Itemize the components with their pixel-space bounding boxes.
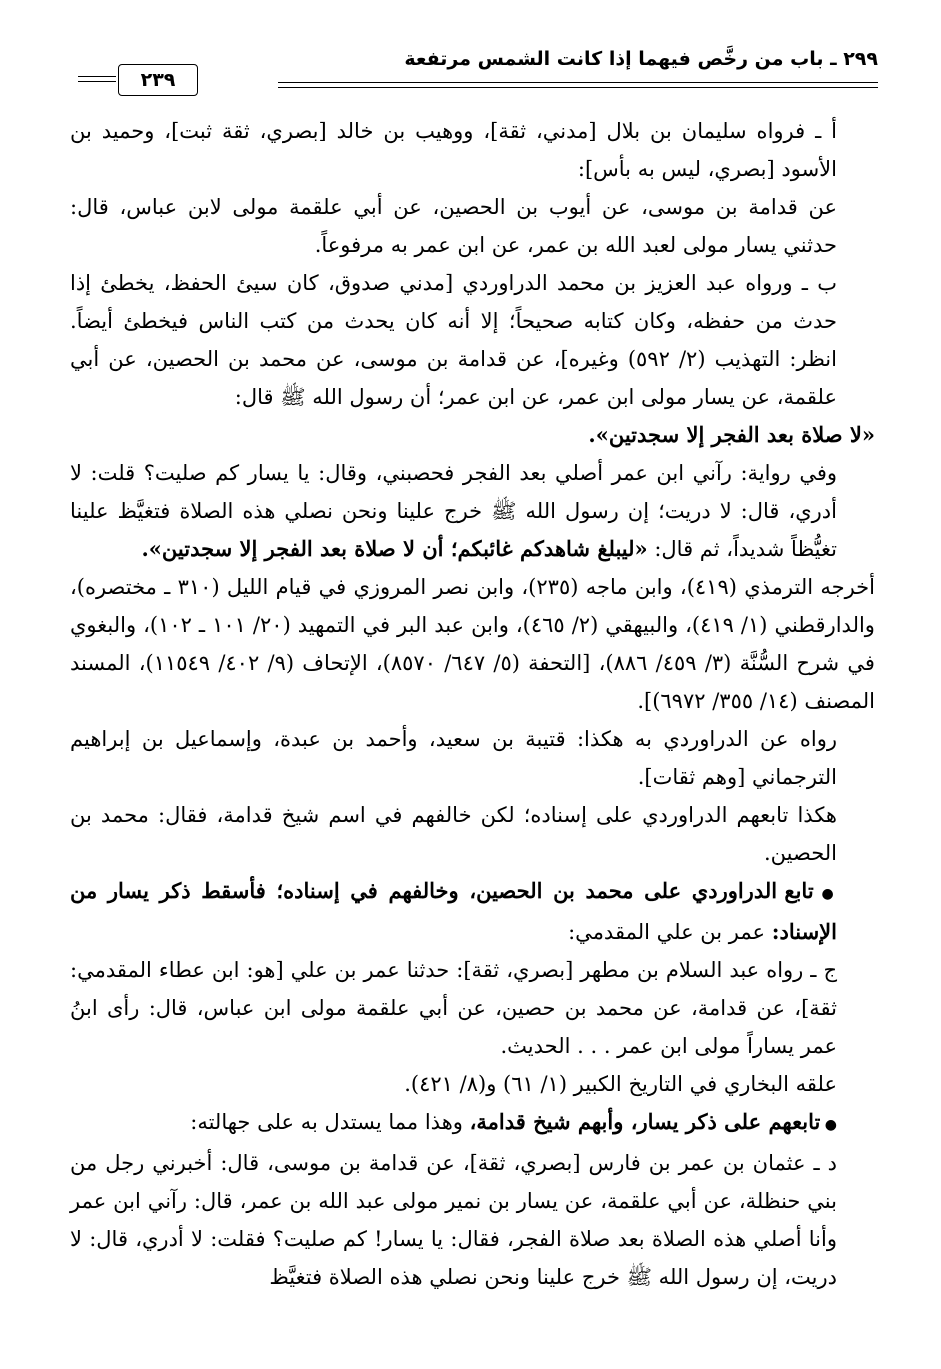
- paragraph: أ ـ فرواه سليمان بن بلال [مدني، ثقة]، ووهيب بن خالد [بصري، ثقة ثبت]، وحميد بن الأسود [بصري، ليس به بأس]:: [70, 119, 838, 181]
- paragraph: رواه عن الدراوردي به هكذا: قتيبة بن سعيد، وأحمد بن عبدة، وإسماعيل بن إبراهيم الترجماني [وهم ثقات].: [70, 727, 837, 789]
- page-header: [78, 42, 878, 92]
- page-number: ٢٣٩: [118, 64, 198, 96]
- paragraph: هكذا تابعهم الدراوردي على إسناده؛ لكن خالفهم في اسم شيخ قدامة، فقال: محمد بن الحصين.: [70, 803, 837, 865]
- takhrij-paragraph: أخرجه الترمذي (٤١٩)، وابن ماجه (٢٣٥)، وابن نصر المروزي في قيام الليل (٣١٠ ـ مختصره)، والدارقطني (١/ ٤١٩)، والبيهقي (٢/ ٤٦٥)، وابن عبد البر في التمهيد (٢٠/ ١٠١ ـ ١٠٢)، والبغوي في شرح السُّنَّة (٣/ ٤٥٩/ ٨٨٦)، [التحفة (٥/ ٦٤٧/ ٨٥٧٠)، الإتحاف (٩/ ٤٠٢/ ١١٥٤٩)، المسند المصنف (١٤/ ٣٥٥/ ٦٩٧٢)].: [70, 575, 875, 713]
- paragraph: علقه البخاري في التاريخ الكبير (١/ ٦١) و(٨/ ٤٢١).: [404, 1072, 837, 1096]
- paragraph: وفي رواية: رآني ابن عمر أصلي بعد الفجر فحصبني، وقال: يا يسار كم صليت؟ قلت: لا أدري، قال: لا دريت؛ إن رسول الله ﷺ خرج علينا ونحن نصلي هذه الصلاة فتغيَّظ علينا تغيُّظاً شديداً، ثم قال: «ليبلغ شاهدكم غائبكم؛ أن لا صلاة بعد الفجر إلا سجدتين».: [70, 461, 837, 561]
- header-rule-left-2: [78, 81, 116, 82]
- header-rule: [278, 82, 878, 83]
- paragraph: ج ـ رواه عبد السلام بن مطهر [بصري، ثقة]: حدثنا عمر بن علي [هو: ابن عطاء المقدمي: ثقة]، عن قدامة، عن محمد بن حصين، عن أبي علقمة مولى ابن عباس، قال: رأى ابنُ عمر يساراً مولى ابن عمر . . . الحديث.: [70, 958, 837, 1058]
- header-rule-2: [278, 87, 878, 88]
- bullet-paragraph: ● تابعهم على ذكر يسار، وأبهم شيخ قدامة، وهذا مما يستدل به على جهالته:: [70, 1103, 875, 1144]
- bullet-paragraph: ● تابع الدراوردي على محمد بن الحصين، وخالفهم في إسناده؛ فأسقط ذكر يسار من الإسناد: عمر بن علي المقدمي:: [70, 872, 875, 951]
- header-rule-left: [78, 76, 116, 77]
- paragraph: د ـ عثمان بن عمر بن فارس [بصري، ثقة]، عن قدامة بن موسى، قال: أخبرني رجل من بني حنظلة، عن أبي علقمة، عن يسار بن نمير مولى عبد الله بن عمر، قال: رآني ابن عمر وأنا أصلي هذه الصلاة بعد صلاة الفجر، فقال: يا يسار! كم صليت؟ فقلت: لا أدري، قال: لا دريت، إن رسول الله ﷺ خرج علينا ونحن نصلي هذه الصلاة فتغيَّظ: [70, 1151, 837, 1289]
- paragraph: عن قدامة بن موسى، عن أيوب بن الحصين، عن أبي علقمة مولى لابن عباس، قال: حدثني يسار مولى لعبد الله بن عمر، عن ابن عمر به مرفوعاً.: [70, 195, 837, 257]
- chapter-title: ٢٩٩ ـ باب من رخَّص فيهما إذا كانت الشمس مرتفعة: [404, 48, 878, 70]
- hadith-text: «لا صلاة بعد الفجر إلا سجدتين».: [588, 422, 875, 447]
- page-body: [70, 112, 875, 1296]
- paragraph: ب ـ ورواه عبد العزيز بن محمد الدراوردي [مدني صدوق، كان سيئ الحفظ، يخطئ إذا حدث من حفظه، وكان كتابه صحيحاً؛ إلا أنه كان يحدث من كتب الناس فيخطئ أيضاً. انظر: التهذيب (٢/ ٥٩٢) وغيره]، عن قدامة بن موسى، عن محمد بن الحصين، عن أبي علقمة، عن يسار مولى ابن عمر، عن ابن عمر؛ أن رسول الله ﷺ قال:: [70, 271, 837, 409]
